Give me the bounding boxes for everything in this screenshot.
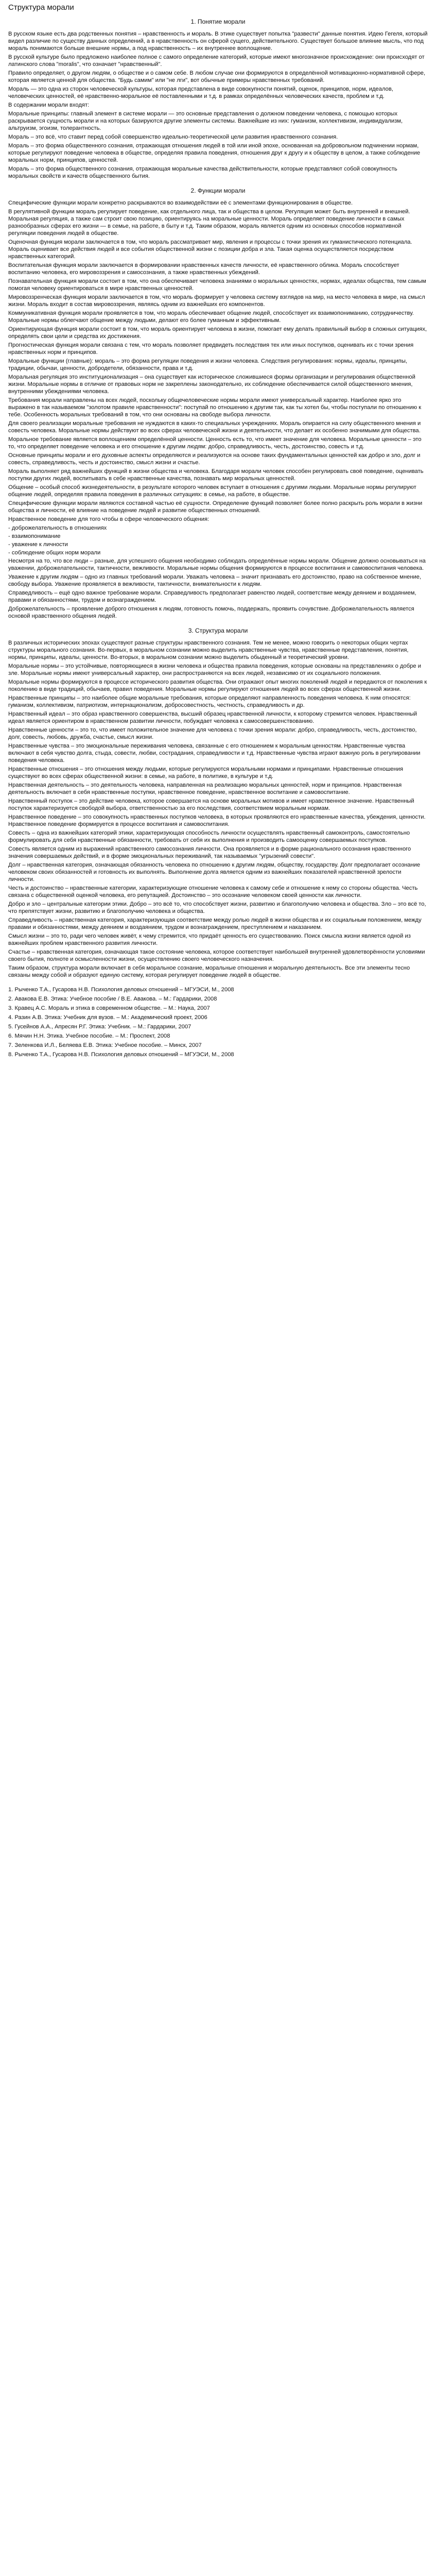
paragraph: Моральные принципы: главный элемент в системе морали — это основные представления о должном поведении человека, с помощью которых раскрывается сущность морали и на которых базируются другие элементы системы. Важнейшие из них: гуманизм, коллективизм, индивидуализм, альтруизм, эгоизм, толерантность. <box>8 111 403 131</box>
paragraph: Нравственный поступок – это действие человека, которое совершается на основе моральных мотивов и имеет нравственное значение. Нравственный поступок характеризуется свободой выбора, ответственностью за его последствия, соответствием моральным нормам. <box>8 798 414 811</box>
paragraph: Специфические функции морали являются составной частью её сущности. Определение функций позволяет более полно раскрыть роль морали в жизни общества и личности, её влияние на поведение людей и развитие общественных отношений. <box>8 500 423 514</box>
paragraph: Нравственные отношения – это отношения между людьми, которые регулируются моральными нормами и принципами. Нравственные отношения существуют во всех сферах общественной жизни: в семье, на работе, в политике, в культуре и т.д. <box>8 766 404 779</box>
paragraph: Честь и достоинство – нравственные категории, характеризующие отношение человека к самому себе и отношение к нему со стороны общества. Честь связана с общественной оценкой человека, его репутацией. Достоинство – это осознание человеком своей ценности как личности. <box>8 885 418 899</box>
paragraph: Моральные функции (главные): мораль – это форма регуляции поведения и жизни человека. Следствия регулирования: нормы, идеалы, принципы, традиции, обычаи, ценности, добродетели, обязанности, права и т.д. <box>8 358 408 371</box>
paragraph: Несмотря на то, что все люди – разные, для успешного общения необходимо соблюдать определённые нормы морали. Общение должно основываться на уважении, доброжелательности, тактичности, вежливости. Моральные нормы общения формируются в процессе воспитания и самовоспитания человека. <box>8 558 426 571</box>
paragraph: Совесть – одна из важнейших категорий этики, характеризующая способность личности осуществлять нравственный самоконтроль, самостоятельно формулировать для себя нравственные обязанности, требовать от себя их выполнения и производить самооценку совершаемых поступков. <box>8 830 410 843</box>
paragraph: Нравственные ценности – это то, что имеет положительное значение для человека с точки зрения морали: добро, справедливость, честь, достоинство, долг, совесть, любовь, дружба, счастье, смысл жизни. <box>8 727 417 740</box>
list-item: - уважение к личности <box>8 541 68 548</box>
paragraph: Нравственная деятельность – это деятельность человека, направленная на реализацию моральных ценностей, норм и принципов. Нравственная деятельность включает в себя нравственные поступки, нравственное поведение, нравственное воспитание и самовоспитание. <box>8 782 402 795</box>
paragraph: Общение – особый способ жизнедеятельности, в результате которого человек вступает в отношения с другими людьми. Моральные нормы регулируют общение людей, определяя правила поведения в различных ситуациях: в семье, на работе, в обществе. <box>8 484 416 498</box>
reference-item: 3. Кравец А.С. Мораль и этика в современном обществе. – М.: Наука, 2007 <box>8 1005 210 1011</box>
paragraph: Справедливость – нравственная категория, характеризующая соответствие между ролью людей в жизни общества и их социальным положением, между правами и обязанностями, между деянием и воздаянием, трудом и вознаграждением, преступлением и наказанием. <box>8 917 422 930</box>
section-3 <box>8 627 428 979</box>
reference-item: 7. Зеленкова И.Л., Беляева Е.В. Этика: Учебное пособие. – Минск, 2007 <box>8 1042 202 1048</box>
paragraph: Для своего реализации моральные требования не нуждаются в каких-то специальных учреждениях. Мораль опирается на силу общественного мнения и совесть человека. Моральные нормы действуют во всех сферах человеческой жизни и деятельности, что делает их особенно значимыми для общества. <box>8 420 421 434</box>
paragraph: В содержании морали входят: <box>8 102 90 108</box>
paragraph: Справедливость – ещё одно важное требование морали. Справедливость предполагает равенство людей, соответствие между деянием и воздаянием, правами и обязанностями, трудом и вознаграждением. <box>8 590 416 603</box>
paragraph: Нравственный идеал – это образ нравственного совершенства, высший образец нравственной личности, к которому стремится человек. Нравственный идеал является ориентиром в нравственном развитии личности, побуждает человека к самосовершенствованию. <box>8 711 417 724</box>
paragraph: Добро и зло – центральные категории этики. Добро – это всё то, что способствует жизни, развитию и благополучию человека и общества. Зло – это всё то, что препятствует жизни, развитию и благополучию человека и общества. <box>8 901 426 914</box>
paragraph: Моральное требование является воплощением определённой ценности. Ценность есть то, что имеет значение для человека. Моральные ценности – это то, что определяет поведение человека и его отношение к другим людям: добро, справедливость, честь, достоинство, совесть и т.д. <box>8 436 422 450</box>
paragraph: Нравственные чувства – это эмоциональные переживания человека, связанные с его отношением к моральным ценностям. Нравственные чувства включают в себя чувство долга, стыда, совести, любви, сострадания, справедливости и т.д. Нравственные чувства играют важную роль в регулировании поведения человека. <box>8 743 421 764</box>
paragraph: В русской культуре было предложено наиболее полное с самого определение категорий, которые имеют многозначное происхождение: они происходят от латинского слова "moralis", что означает "нравственный". <box>8 54 425 67</box>
paragraph: В регулятивной функции мораль регулирует поведение, как отдельного лица, так и общества в целом. Регуляция может быть внутренней и внешней. Моральная регуляция, а также сам строит свою позицию, ориентируясь на моральные ценности. Мораль определяет поведение личности в самых разнообразных сферах его жизни — в семье, на работе, в быту и т.д. Таким образом, мораль является одним из основных способов нормативной регуляции поведения людей в обществе. <box>8 209 410 236</box>
paragraph: Мораль – это форма общественного сознания, отражающая моральные качества действительности, которые представляют собой совокупность моральных свойств и качеств общественного бытия. <box>8 166 397 179</box>
document-page <box>0 0 436 1071</box>
paragraph: Правило определяет, о другом людям, о обществе и о самом себе. В любом случае они формируются в определённой мотивационно-нормативной сфере, которая является ценной для общества. "Будь самим" или "не лги", вот обычные примеры нравственных требований. <box>8 70 426 83</box>
paragraph: Мораль выполняет ряд важнейших функций в жизни общества и человека. Благодаря морали человек способен регулировать своё поведение, оценивать поступки других людей, воспитывать в себе нравственные качества, познавать мир моральных ценностей. <box>8 468 424 482</box>
paragraph: Нравственное поведение для того чтобы в сфере человеческого общения: <box>8 516 210 522</box>
reference-item: 1. Рыченко Т.А., Гусарова Н.В. Психология деловых отношений – МГУЭСИ, М., 2008 <box>8 987 234 993</box>
references-list <box>8 986 428 1058</box>
reference-item: 5. Гусейнов А.А., Апресян Р.Г. Этика: Учебник. – М.: Гардарики, 2007 <box>8 1024 191 1030</box>
section-1 <box>8 18 428 180</box>
paragraph: Нравственные принципы – это наиболее общие моральные требования, которые определяют направленность поведения человека. К ним относятся: гуманизм, коллективизм, патриотизм, интернационализм, добросовестность, честность, справедливость и др. <box>8 695 411 708</box>
paragraph: Коммуникативная функция морали проявляется в том, что мораль обеспечивает общение людей, способствует их взаимопониманию, сотрудничеству. Моральные нормы облегчают общение между людьми, делают его более гуманным и эффективным. <box>8 310 414 324</box>
section-2 <box>8 187 428 620</box>
paragraph: Смысл жизни – это то, ради чего человек живёт, к чему стремится, что придаёт ценность его существованию. Поиск смысла жизни является одной из важнейших проблем нравственного развития личности. <box>8 933 411 946</box>
document-body <box>8 18 428 979</box>
paragraph: Счастье – нравственная категория, означающая такое состояние человека, которое соответствует наибольшей внутренней удовлетворённости условиями своего бытия, полноте и осмысленности жизни, осуществлению своего человеческого назначения. <box>8 949 425 962</box>
reference-item: 8. Рыченко Т.А., Гусарова Н.В. Психология деловых отношений – МГУЭСИ, М., 2008 <box>8 1052 234 1058</box>
paragraph: В русском языке есть два родственных понятия – нравственность и мораль. В этике существует попытка "развести" данные понятия. Идею Гегеля, который видел различие по существу данных определений, а в нравственность он сферой сущего, действительного. Существует большое влияние мысль, что под мораль понимаются больше внешние нормы, а под нравственность – их внутреннее воплощение. <box>8 31 428 52</box>
list-item: - доброжелательность в отношениях <box>8 525 107 531</box>
reference-item: 2. Авакова Е.В. Этика: Учебное пособие / В.Е. Авакова. – М.: Гардарики, 2008 <box>8 996 217 1002</box>
list-item: - взаимопонимание <box>8 533 61 539</box>
paragraph: Уважение к другим людям – одно из главных требований морали. Уважать человека – значит признавать его достоинство, право на собственное мнение, свободу выбора. Уважение проявляется в вежливости, тактичности, внимательности к людям. <box>8 574 422 587</box>
paragraph: Требования морали направлены на всех людей, поскольку общечеловеческие нормы морали имеют универсальный характер. Наиболее ярко это выражено в так называемом "золотом правиле нравственности": поступай по отношению к другим так, как ты хотел бы, чтобы поступали по отношению к тебе. Особенность моральных требований в том, что они основаны на свободе выбора личности. <box>8 397 422 418</box>
paragraph: Специфические функции морали конкретно раскрываются во взаимодействии её с элементами функционирования в обществе. <box>8 200 353 206</box>
paragraph: Нравственное поведение – это совокупность нравственных поступков человека, в которых проявляются его нравственные качества, убеждения, ценности. Нравственное поведение формируется в процессе воспитания и самовоспитания. <box>8 814 426 827</box>
paragraph: Основные принципы морали и его духовные аспекты определяются и реализуются на основе таких фундаментальных ценностей как добро и зло, долг и совесть, справедливость, честь и достоинство, смысл жизни и счастье. <box>8 452 421 466</box>
paragraph: Воспитательная функция морали заключается в формировании нравственных качеств личности, её нравственного облика. Мораль способствует воспитанию человека, его мировоззрения и самосознания, а также нравственных убеждений. <box>8 262 399 276</box>
paragraph: Долг – нравственная категория, означающая обязанность человека по отношению к другим людям, обществу, государству. Долг предполагает осознание человеком своих обязанностей и готовность их выполнять. Выполнение долга является одним из важнейших показателей нравственной зрелости личности. <box>8 862 421 883</box>
section-heading: 2. Функции морали <box>190 187 246 194</box>
page-title: Структура морали <box>8 3 74 12</box>
paragraph: Совесть является одним из выражений нравственного самосознания личности. Она проявляется и в форме рационального осознания нравственного значения совершаемых действий, и в форме эмоциональных переживаний, так называемых "угрызений совести". <box>8 846 411 859</box>
reference-item: 4. Разин А.В. Этика: Учебник для вузов. – М.: Академический проект, 2006 <box>8 1014 207 1021</box>
paragraph: Моральные нормы формируются в процессе исторического развития общества. Они отражают опыт многих поколений людей и передаются от поколения к поколению в виде традиций, обычаев, правил поведения. Моральные нормы регулируют отношения людей во всех сферах общественной жизни. <box>8 679 427 692</box>
paragraph: В различных исторических эпохах существуют разные структуры нравственного сознания. Тем не менее, можно говорить о некоторых общих чертах структуры морального сознания. Во-первых, в моральном сознании можно выделить нравственные чувства, нравственные представления, понятия, нормы, принципы, идеалы, ценности. Во-вторых, в моральном сознании можно выделить обыденный и теоретический уровни. <box>8 640 409 660</box>
paragraph: Познавательная функция морали состоит в том, что она обеспечивает человека знаниями о моральных ценностях, нормах, идеалах общества, тем самым помогая человеку ориентироваться в мире нравственных ценностей. <box>8 278 426 292</box>
paragraph: Доброжелательность – проявление доброго отношения к людям, готовность помочь, поддержать, проявить сочувствие. Доброжелательность является основой нравственного общения людей. <box>8 606 414 619</box>
section-heading: 3. Структура морали <box>188 627 248 634</box>
section-heading: 1. Понятие морали <box>190 18 246 25</box>
paragraph: Мировоззренческая функция морали заключается в том, что мораль формирует у человека систему взглядов на мир, на место человека в мире, на смысл жизни. Мораль входит в состав мировоззрения, являясь одним из важнейших его компонентов. <box>8 294 425 308</box>
paragraph: Моральная регуляция это институционализация – она существует как историческое сложившиеся формы организации и регулирования общественной жизни. Моральные нормы в отличие от правовых норм не закреплены законодательно, их соблюдение обеспечивается силой общественного мнения, внутренними убеждениями человека. <box>8 374 415 395</box>
paragraph: Мораль — это одна из сторон человеческой культуры, которая представлена в виде совокупности понятий, оценок, принципов, норм, идеалов, человеческих ценностей, её нравственно-моральное её поставленными и т.д. в рамках определённых человеческих качеств, проблем и т.д. <box>8 86 393 99</box>
list-item: - соблюдение общих норм морали <box>8 550 101 556</box>
paragraph: Мораль – это форма общественного сознания, отражающая отношения людей в той или иной эпохе, основанная на добровольном подчинении нормам, которые регулируют поведение человека в обществе, определяя правила поведения, отношения друг к другу и к обществу в целом, а также соблюдение моральных норм, принципов, ценностей. <box>8 143 421 163</box>
paragraph: Таким образом, структура морали включает в себя моральное сознание, моральные отношения и моральную деятельность. Все эти элементы тесно связаны между собой и образуют единую систему, которая регулирует поведение людей в обществе. <box>8 965 410 978</box>
reference-item: 6. Мячин Н.Н. Этика. Учебное пособие. – М.: Проспект, 2008 <box>8 1033 170 1039</box>
paragraph: Ориентирующая функция морали состоит в том, что мораль ориентирует человека в жизни, помогает ему делать правильный выбор в сложных ситуациях, определять свои цели и средства их достижения. <box>8 326 427 340</box>
paragraph: Прогностическая функция морали связана с тем, что мораль позволяет предвидеть последствия тех или иных поступков, оценивать их с точки зрения нравственных норм и принципов. <box>8 342 414 355</box>
paragraph: Оценочная функция морали заключается в том, что мораль рассматривает мир, явления и процессы с точки зрения их гуманистического потенциала. Мораль оценивает все действия людей и все события общественной жизни с позиции добра и зла. Такая оценка осуществляется посредством нравственных категорий. <box>8 239 412 260</box>
paragraph: Моральные нормы – это устойчивые, повторяющиеся в жизни человека и общества правила поведения, которые основаны на представлениях о добре и зле. Моральные нормы имеют универсальный характер, они распространяются на всех людей, независимо от их социального положения. <box>8 663 421 676</box>
paragraph: Мораль – это всё, что ставит перед собой совершенство идеально-теоретической цели развития нравственного сознания. <box>8 134 338 140</box>
